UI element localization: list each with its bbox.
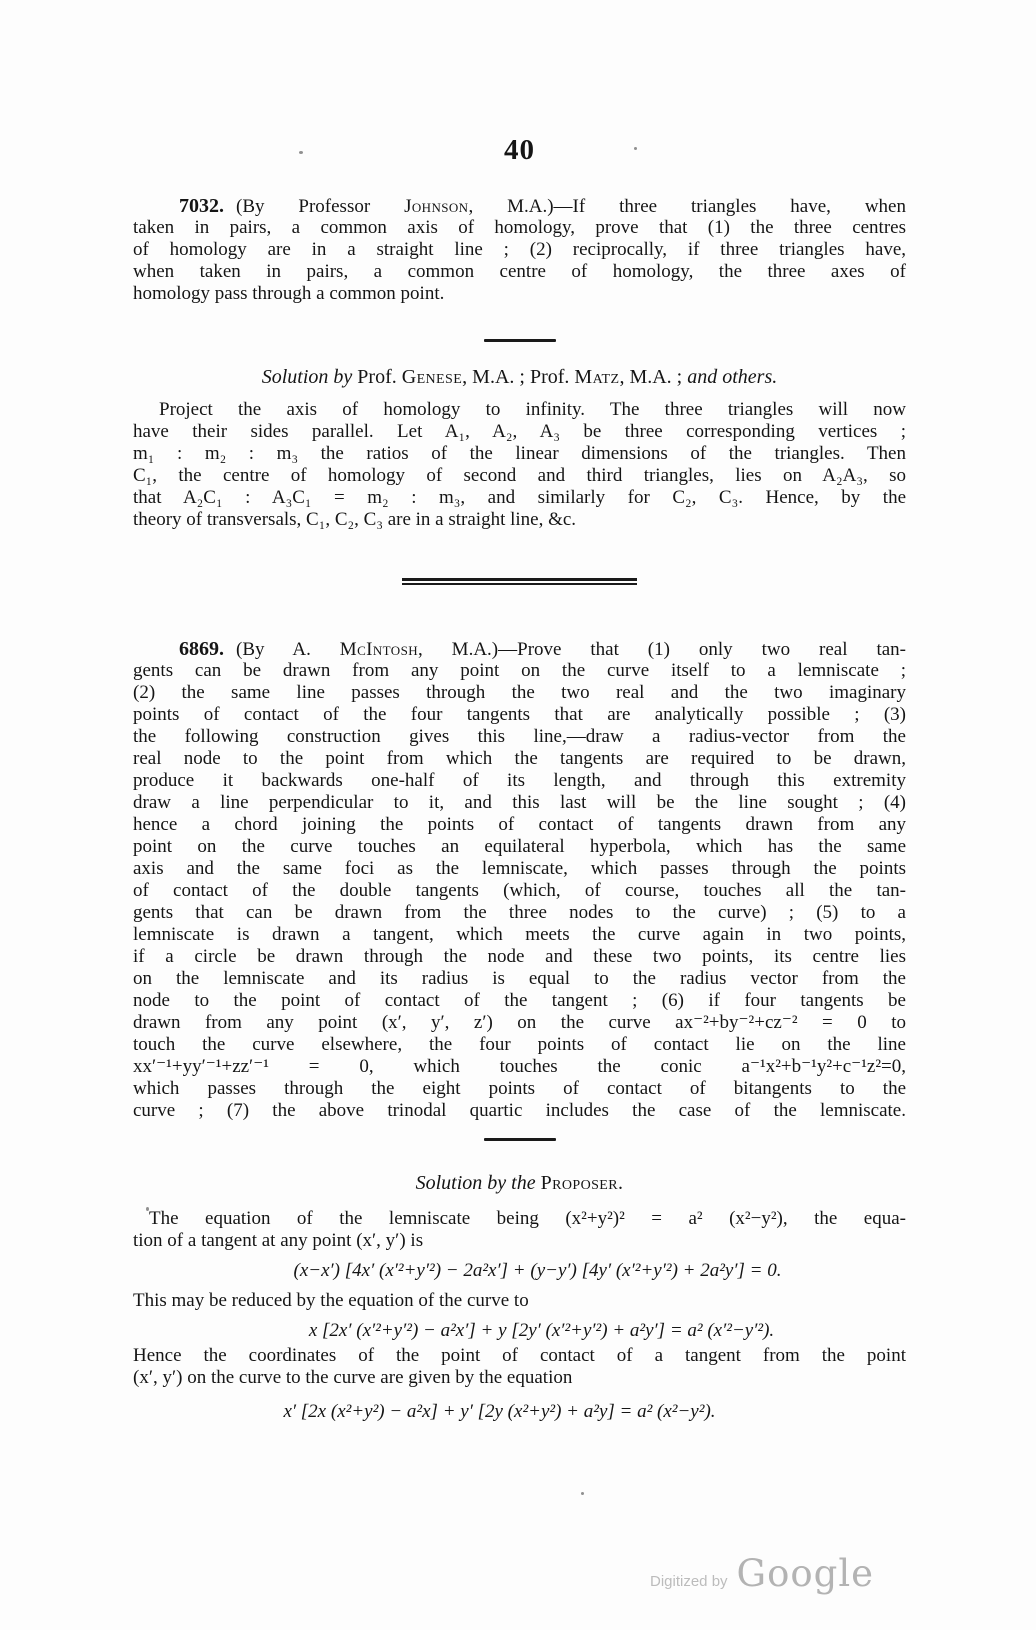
- scan-speck: [634, 147, 637, 150]
- solver-name: Matz: [574, 366, 620, 388]
- text-line: the following construction gives this line,—draw a radius-vector from the: [133, 726, 906, 747]
- problem-7032-heading-post: , M.A.)—If three triangles have, when: [468, 196, 906, 217]
- and-others-label: and others.: [687, 366, 778, 388]
- scan-speck: [299, 151, 303, 154]
- problem-6869: [133, 638, 906, 1122]
- problem-6869-author: McIntosh: [339, 639, 418, 660]
- text-line: axis and the same foci as the lemniscate, which passes through the points: [133, 858, 906, 879]
- equation-contact: x′ [2x (x²+y²) − a²x] + y′ [2y (x²+y²) + a²y] = a² (x²−y²).: [283, 1401, 716, 1422]
- text-line: draw a line perpendicular to it, and this last will be the line sought ; (4): [133, 792, 906, 813]
- text-line: theory of transversals, C₁, C₂, C₃ are in a straight line, &c.: [133, 509, 577, 530]
- problem-7032-author: Johnson: [404, 196, 469, 217]
- double-rule-bottom: [402, 583, 637, 585]
- text-line: m₁ : m₂ : m₃ the ratios of the linear dimensions of the triangles. Then: [133, 443, 906, 464]
- section-divider: [484, 339, 556, 342]
- text-line: taken in pairs, a common axis of homology, prove that (1) the three centres: [133, 217, 906, 238]
- solver-name: Genese: [401, 366, 463, 388]
- text-line: lemniscate is drawn a tangent, which meets the curve again in two points,: [133, 924, 906, 945]
- problem-7032-heading-line: [133, 195, 906, 217]
- solution-6869-para1: [133, 1208, 906, 1252]
- problem-6869-number: 6869.: [179, 638, 224, 660]
- text-line: have their sides parallel. Let A₁, A₂, A₃ be three corresponding vertices ;: [133, 421, 906, 442]
- text-line: point on the curve touches an equilateral hyperbola, which has the same: [133, 836, 906, 857]
- problem-6869-heading-pre: (By A.: [236, 639, 340, 660]
- problem-7032-number: 7032.: [179, 195, 224, 217]
- text-line: homology pass through a common point.: [133, 283, 445, 304]
- problem-6869-heading-line: [133, 638, 906, 660]
- text-line: points of contact of the four tangents that are analytically possible ; (3): [133, 704, 906, 725]
- solver-name: Proposer.: [540, 1172, 624, 1194]
- text-line: (2) the same line passes through the two real and the two imaginary: [133, 682, 906, 703]
- text-line: drawn from any point (x′, y′, z′) on the curve ax⁻²+by⁻²+cz⁻² = 0 to: [133, 1012, 906, 1033]
- text-line: tion of a tangent at any point (x′, y′) is: [133, 1230, 424, 1251]
- text-line: gents that can be drawn from the three nodes to the curve) ; (5) to a: [133, 902, 906, 923]
- problem-7032: [133, 195, 906, 305]
- text-line: of contact of the double tangents (which, of course, touches all the tan-: [133, 880, 906, 901]
- google-logo: Google: [736, 1552, 875, 1595]
- section-divider: [484, 1138, 556, 1141]
- problem-6869-heading-post: , M.A.)—Prove that (1) only two real tan-: [418, 639, 906, 660]
- text-line: Hence the coordinates of the point of contact of a tangent from the point: [133, 1345, 906, 1366]
- solution-6869-heading: [133, 1170, 906, 1196]
- heading-text: , M.A. ; Prof.: [462, 366, 575, 388]
- equation-reduced: x [2x′ (x′²+y′²) − a²x′] + y [2y′ (x′²+y′²) + a²y′] = a² (x′²−y′²).: [308, 1320, 775, 1341]
- solution-7032-body: [133, 399, 906, 531]
- text-column: [133, 0, 906, 1426]
- solution-by-label: Solution by the: [415, 1172, 541, 1194]
- text-line: if a circle be drawn through the node and these two points, its centre lies: [133, 946, 906, 967]
- problem-7032-heading-pre: (By Professor: [236, 196, 405, 217]
- text-line: Project the axis of homology to infinity. The three triangles will now: [159, 399, 906, 420]
- equation-tangent: (x−x′) [4x′ (x′²+y′²) − 2a²x′] + (y−y′) [4y′ (x′²+y′²) + 2a²y′] = 0.: [293, 1260, 782, 1281]
- digitized-by-label: Digitized by: [650, 1573, 728, 1590]
- text-line: This may be reduced by the equation of the curve to: [133, 1290, 529, 1311]
- text-line: C₁, the centre of homology of second and third triangles, lies on A₂A₃, so: [133, 465, 906, 486]
- text-line: produce it backwards one-half of its length, and through this extremity: [133, 770, 906, 791]
- text-line: of homology are in a straight line ; (2) reciprocally, if three triangles have,: [133, 239, 906, 260]
- heading-text: Prof.: [352, 366, 402, 388]
- text-line: The equation of the lemniscate being (x²+y²)² = a² (x²−y²), the equa-: [149, 1208, 906, 1229]
- scan-speck: [146, 1207, 149, 1211]
- text-line: on the lemniscate and its radius is equal to the radius vector from the: [133, 968, 906, 989]
- double-rule-divider: [402, 578, 637, 585]
- solution-7032-heading: [133, 364, 906, 390]
- double-rule-top: [402, 578, 637, 581]
- solution-6869-para3: [133, 1345, 906, 1389]
- text-line: real node to the point from which the tangents are required to be drawn,: [133, 748, 906, 769]
- text-line: gents can be drawn from any point on the curve itself to a lemniscate ;: [133, 660, 906, 681]
- text-line: hence a chord joining the points of contact of tangents drawn from any: [133, 814, 906, 835]
- text-line: touch the curve elsewhere, the four points of contact lie on the line: [133, 1034, 906, 1055]
- text-line: curve ; (7) the above trinodal quartic includes the case of the lemniscate.: [133, 1100, 906, 1121]
- text-line: when taken in pairs, a common centre of homology, the three axes of: [133, 261, 906, 282]
- heading-text: , M.A. ;: [619, 366, 688, 388]
- text-line: (x′, y′) on the curve to the curve are given by the equation: [133, 1367, 573, 1388]
- solution-by-label: Solution by: [261, 366, 353, 388]
- google-watermark: [650, 1552, 874, 1595]
- text-line: that A₂C₁ : A₃C₁ = m₂ : m₃, and similarly for C₂, C₃. Hence, by the: [133, 487, 906, 508]
- text-line: xx′⁻¹+yy′⁻¹+zz′⁻¹ = 0, which touches the conic a⁻¹x²+b⁻¹y²+c⁻¹z²=0,: [133, 1056, 906, 1077]
- text-line: which passes through the eight points of contact of bitangents to the: [133, 1078, 906, 1099]
- page-number: 40: [504, 134, 535, 166]
- scan-speck: [581, 1492, 584, 1495]
- text-line: node to the point of contact of the tangent ; (6) if four tangents be: [133, 990, 906, 1011]
